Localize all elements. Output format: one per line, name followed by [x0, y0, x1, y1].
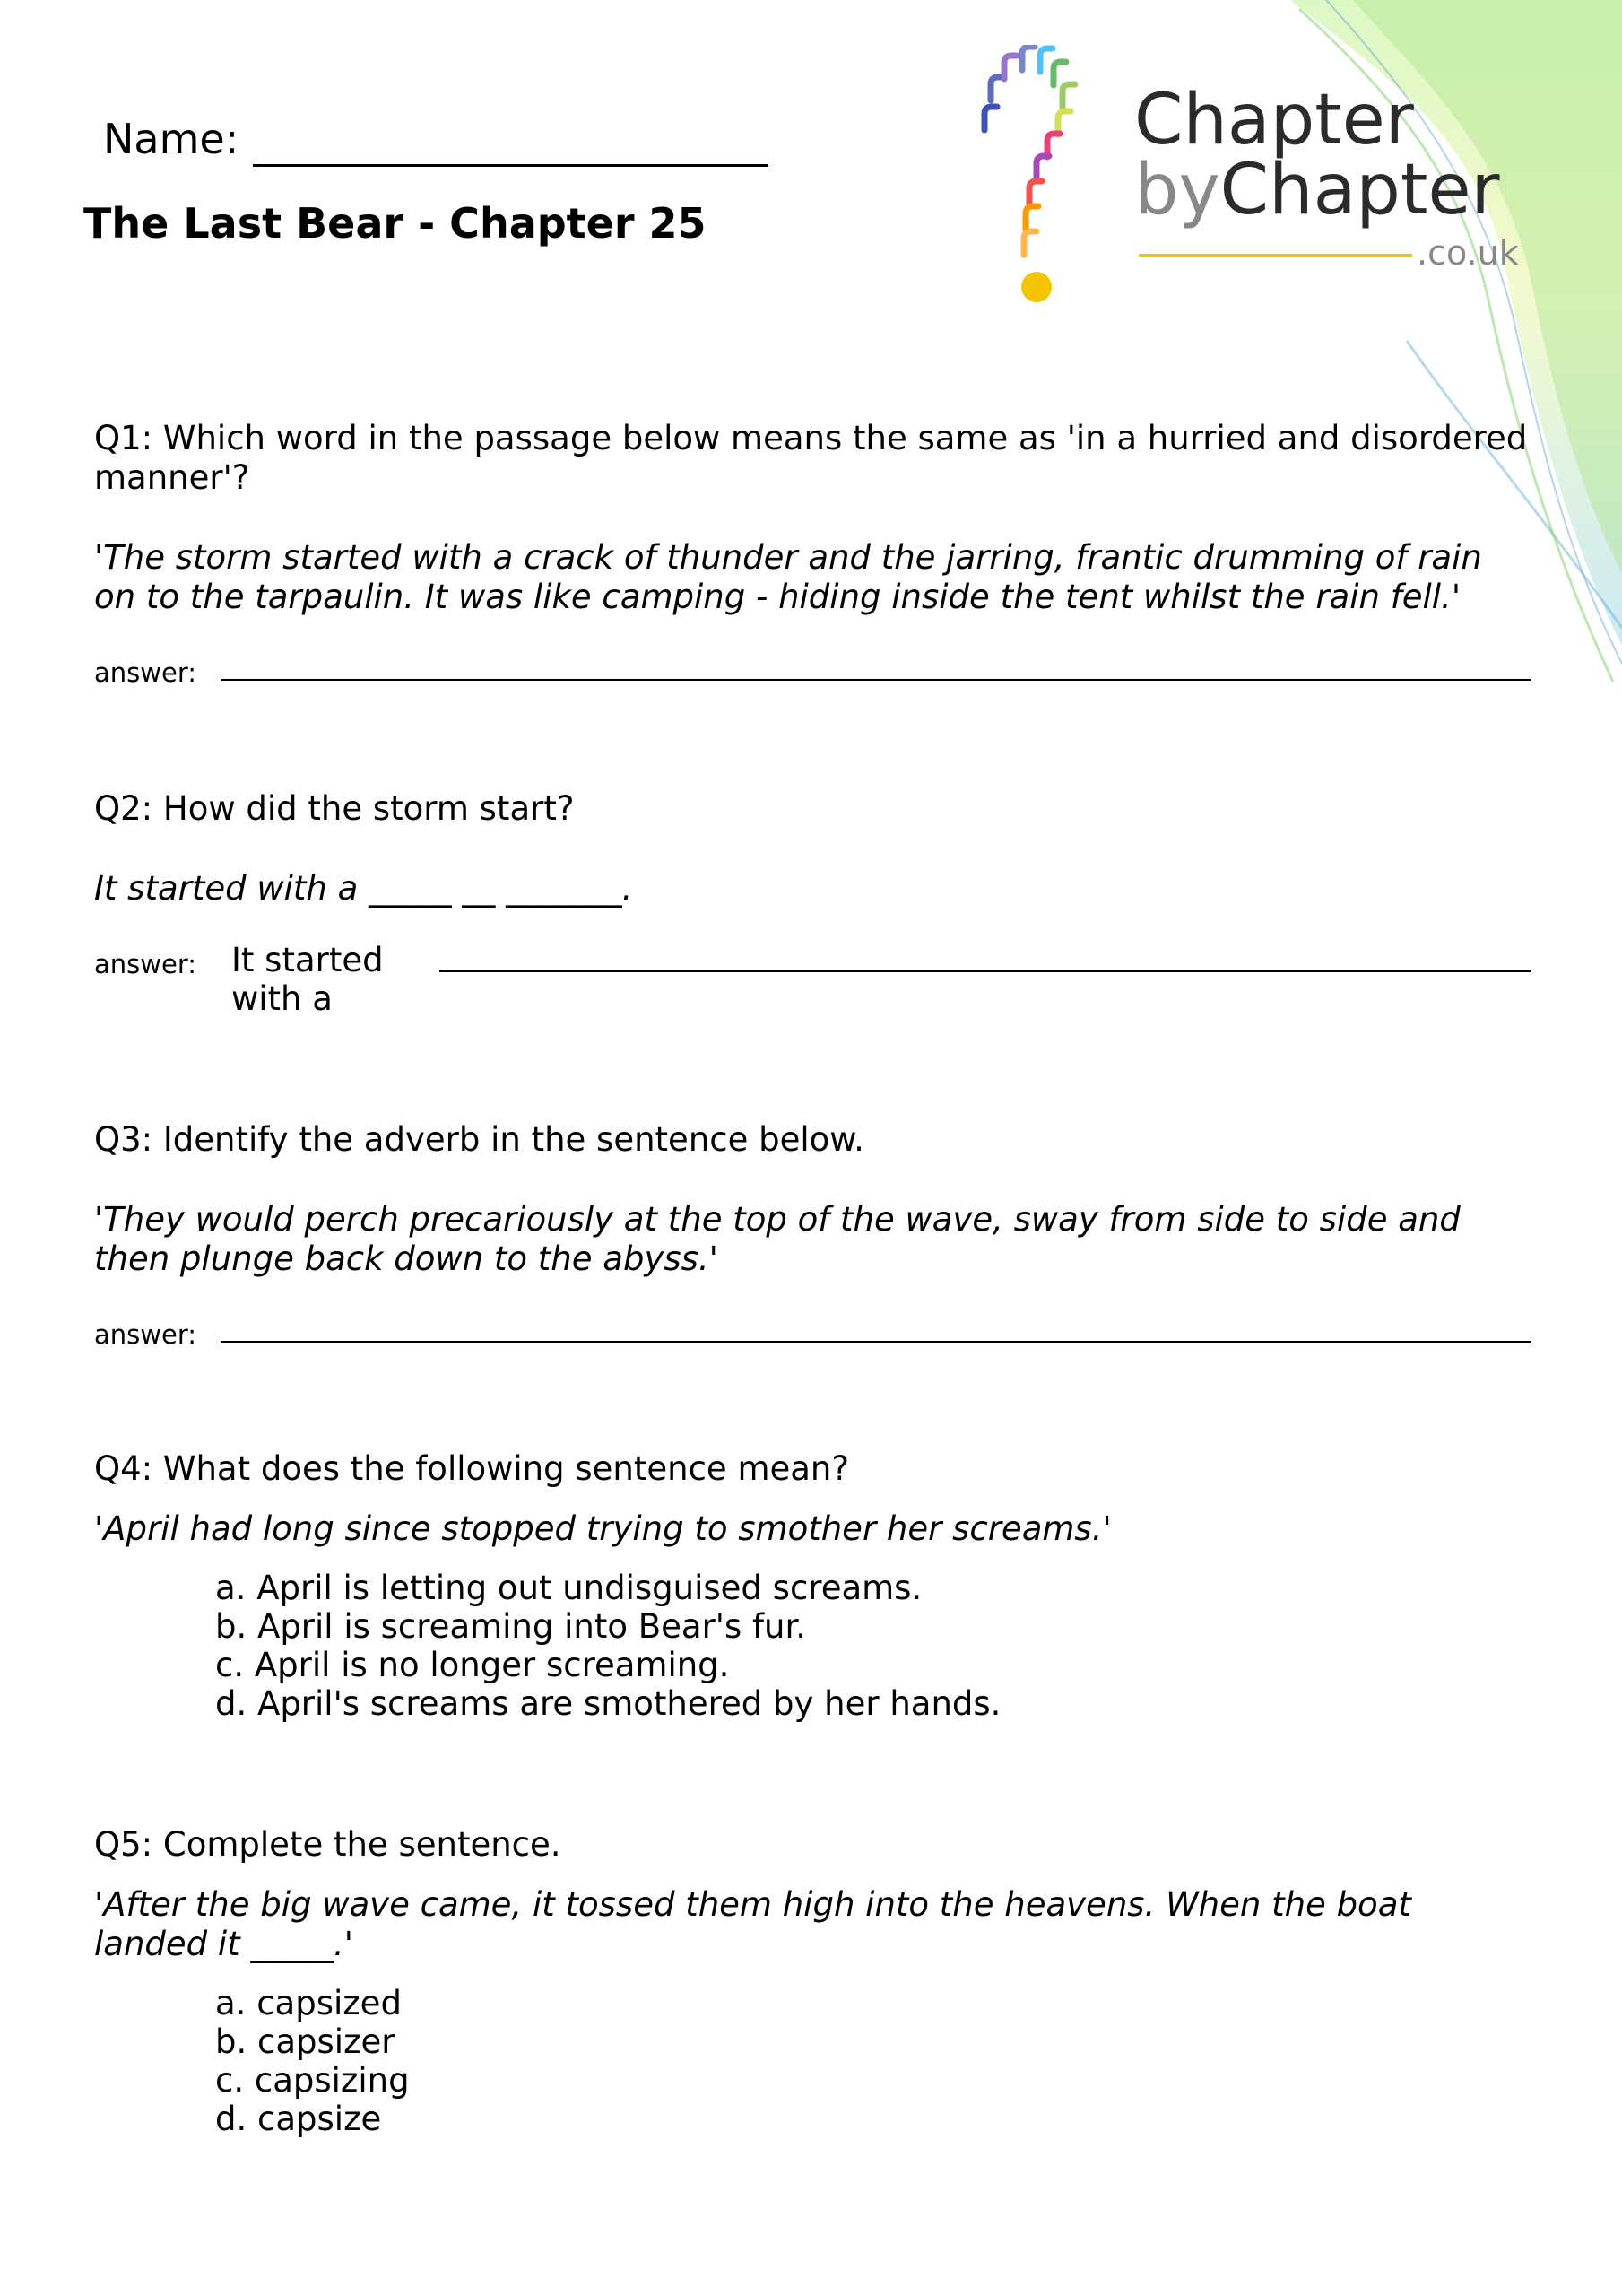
q1-quote: 'The storm started with a crack of thunder and the jarring, frantic drumming of rain on to the tarpaulin. It was like camping - hiding inside the tent whilst the rain fell.'	[94, 538, 1482, 616]
name-field-line[interactable]	[253, 164, 768, 167]
question-mark-books-icon	[950, 45, 1094, 314]
logo-line2	[1134, 150, 1500, 230]
q4-question: Q4: What does the following sentence mean?	[94, 1449, 850, 1488]
q3-answer-line[interactable]	[221, 1341, 1531, 1343]
q3-quote: 'They would perch precariously at the top of the wave, sway from side to side and then plunge back down to the abyss.'	[94, 1200, 1461, 1278]
q4-option-d[interactable]: d. April's screams are smothered by her hands.	[215, 1684, 1002, 1723]
chapter-by-chapter-logo	[950, 45, 1596, 314]
q5-option-b[interactable]: b. capsizer	[215, 2022, 395, 2061]
logo-underline	[1139, 254, 1412, 257]
name-label: Name:	[103, 115, 239, 163]
q4-quote: 'April had long since stopped trying to smother her screams.'	[94, 1509, 1112, 1548]
q2-quote: It started with a _____ __ _______.	[94, 869, 633, 908]
logo-by: by	[1134, 150, 1220, 230]
q5-option-a[interactable]: a. capsized	[215, 1984, 402, 2022]
logo-domain: .co.uk	[1417, 233, 1519, 273]
q5-option-c[interactable]: c. capsizing	[215, 2061, 410, 2100]
q5-option-d[interactable]: d. capsize	[215, 2100, 382, 2138]
q1-answer-line[interactable]	[221, 679, 1531, 681]
q1-answer-label: answer:	[94, 657, 197, 688]
logo-chapter: Chapter	[1219, 150, 1500, 230]
q3-answer-label: answer:	[94, 1319, 197, 1350]
q2-answer-label: answer:	[94, 949, 197, 979]
q4-option-c[interactable]: c. April is no longer screaming.	[215, 1646, 730, 1684]
q5-quote: 'After the big wave came, it tossed them high into the heavens. When the boat landed it _____.'	[94, 1885, 1411, 1963]
logo-line1: Chapter	[1134, 80, 1414, 161]
q4-option-a[interactable]: a. April is letting out undisguised screams.	[215, 1569, 923, 1607]
q2-answer-line[interactable]	[439, 970, 1531, 972]
q4-option-b[interactable]: b. April is screaming into Bear's fur.	[215, 1607, 807, 1646]
q2-question: Q2: How did the storm start?	[94, 789, 575, 828]
q3-question: Q3: Identify the adverb in the sentence below.	[94, 1120, 864, 1159]
q5-question: Q5: Complete the sentence.	[94, 1825, 561, 1864]
worksheet-title: The Last Bear - Chapter 25	[83, 199, 707, 248]
q1-question: Q1: Which word in the passage below means the same as 'in a hurried and disordered manner'?	[94, 419, 1528, 497]
q2-answer-starter: It started with a	[231, 941, 384, 1018]
